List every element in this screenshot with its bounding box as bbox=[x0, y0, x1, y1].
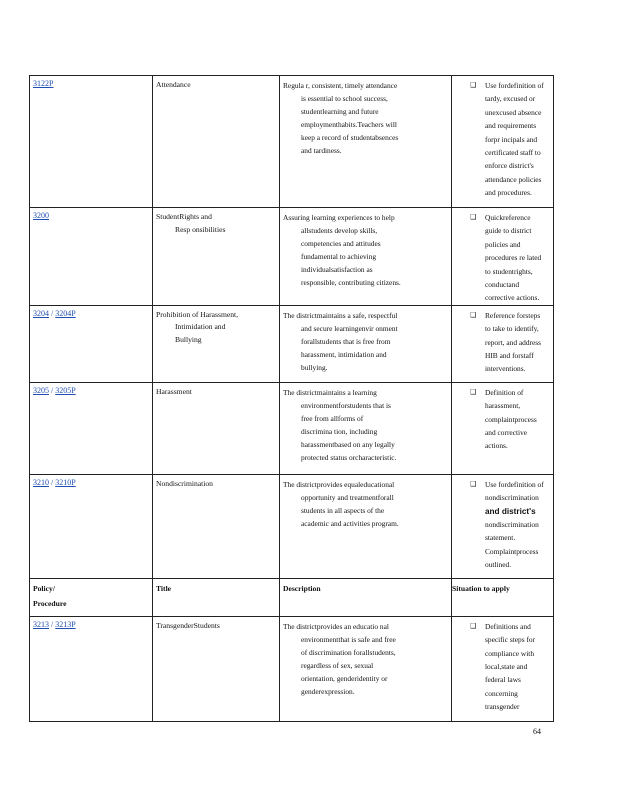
description-line: Regula r, consistent, timely attendance bbox=[283, 81, 398, 90]
situation-line: certificated staff to bbox=[485, 148, 541, 158]
description-line: regardless of sex, sexual bbox=[301, 661, 374, 671]
situation-text bbox=[485, 620, 553, 714]
description-line: forallstudents that is free from bbox=[301, 337, 391, 347]
situation-text bbox=[485, 309, 553, 376]
title-line: Nondiscrimination bbox=[156, 478, 213, 488]
situation-line: Reference forsteps bbox=[485, 310, 541, 320]
situation-line: interventions. bbox=[485, 364, 526, 374]
description-cell bbox=[280, 76, 452, 208]
situation-text bbox=[485, 211, 553, 305]
policy-description bbox=[280, 383, 451, 465]
policy-title bbox=[153, 617, 279, 633]
situation-line: statement. bbox=[485, 533, 516, 543]
situation-cell bbox=[452, 474, 554, 578]
policy-title bbox=[153, 306, 279, 347]
policy-link[interactable]: 3205P bbox=[55, 385, 76, 395]
title-cell bbox=[153, 305, 280, 382]
description-line: is essential to school success, bbox=[301, 94, 388, 104]
situation-line: concerning bbox=[485, 688, 518, 698]
policy-code-cell bbox=[30, 305, 153, 382]
situation-content bbox=[452, 383, 553, 453]
situation-line: to take to identify, bbox=[485, 324, 539, 334]
description-line: The districtmaintains a learning bbox=[283, 387, 377, 397]
policy-title bbox=[153, 475, 279, 491]
situation-line: nondiscrimination bbox=[485, 520, 539, 530]
table-row bbox=[30, 208, 554, 306]
description-line: and secure learningenvir onment bbox=[301, 323, 398, 333]
title-line: Intimidation and bbox=[175, 322, 226, 332]
code-separator: / bbox=[49, 619, 56, 629]
policy-codes bbox=[30, 475, 152, 578]
title-line: Attendance bbox=[156, 80, 191, 89]
description-line: The districtprovides equaleducational bbox=[283, 479, 395, 489]
policy-codes bbox=[30, 617, 152, 721]
description-cell bbox=[280, 382, 452, 474]
situation-cell bbox=[452, 305, 554, 382]
description-line: studentlearning and future bbox=[301, 107, 379, 117]
title-line: Bullying bbox=[175, 334, 202, 344]
description-line: students in all aspects of the bbox=[301, 506, 385, 516]
situation-text bbox=[485, 386, 553, 453]
description-line: allstudents develop skills, bbox=[301, 226, 378, 236]
title-line: Resp onsibilities bbox=[175, 224, 226, 234]
title-cell bbox=[153, 474, 280, 578]
description-cell bbox=[280, 305, 452, 382]
description-cell bbox=[280, 474, 452, 578]
title-line: StudentRights and bbox=[156, 212, 212, 221]
policy-link[interactable]: 3122P bbox=[33, 79, 54, 88]
situation-line: compliance with bbox=[485, 648, 535, 658]
description-line: bullying. bbox=[301, 363, 328, 373]
header-situation-cell bbox=[452, 578, 554, 616]
title-cell bbox=[153, 208, 280, 306]
situation-line: policies and bbox=[485, 239, 521, 249]
description-line: academic and activities program. bbox=[301, 519, 399, 529]
policy-description bbox=[280, 208, 451, 290]
checkbox-bullet-icon: ❑ bbox=[470, 81, 477, 89]
description-line: opportunity and treatmentforall bbox=[301, 492, 394, 502]
code-separator: / bbox=[49, 385, 56, 395]
policy-title bbox=[153, 76, 279, 92]
situation-line: outlined. bbox=[485, 560, 512, 570]
header-procedure-label: Procedure bbox=[33, 598, 67, 608]
description-cell bbox=[280, 616, 452, 721]
policy-link[interactable]: 3204 bbox=[33, 308, 49, 318]
situation-line: and requirements bbox=[485, 121, 537, 131]
policy-link[interactable]: 3210P bbox=[55, 477, 76, 487]
policy-table bbox=[29, 75, 554, 722]
table-row bbox=[30, 474, 554, 578]
policy-codes bbox=[30, 306, 152, 382]
policy-description bbox=[280, 76, 451, 158]
policy-title bbox=[153, 383, 279, 399]
header-title: Title bbox=[156, 583, 172, 593]
description-line: harassment, intimidation and bbox=[301, 350, 387, 360]
table-row bbox=[30, 616, 554, 721]
page-number: 64 bbox=[533, 727, 541, 736]
situation-line: corrective actions. bbox=[485, 293, 540, 303]
description-line: keep a record of studentabsences bbox=[301, 133, 399, 143]
policy-description bbox=[280, 306, 451, 374]
description-line: environmentthat is safe and free bbox=[301, 634, 396, 644]
situation-cell bbox=[452, 616, 554, 721]
situation-line: to studentrights, bbox=[485, 266, 533, 276]
situation-line: and corrective bbox=[485, 428, 528, 438]
description-cell bbox=[280, 208, 452, 306]
description-line: Assuring learning experiences to help bbox=[283, 213, 395, 222]
situation-line: and procedures. bbox=[485, 188, 532, 198]
description-line: genderexpression. bbox=[301, 687, 355, 697]
checkbox-bullet-icon: ❑ bbox=[470, 387, 477, 396]
description-line: The districtprovides an educatio nal bbox=[283, 621, 389, 631]
situation-line: forpr incipals and bbox=[485, 134, 538, 144]
situation-cell bbox=[452, 76, 554, 208]
description-line: protected status orcharacteristic. bbox=[301, 453, 397, 463]
policy-description bbox=[280, 617, 451, 699]
description-line: environmentforstudents that is bbox=[301, 400, 391, 410]
situation-content bbox=[452, 475, 553, 572]
policy-link[interactable]: 3210 bbox=[33, 477, 49, 487]
table-row bbox=[30, 382, 554, 474]
situation-content bbox=[452, 617, 553, 714]
checkbox-bullet-icon: ❑ bbox=[470, 213, 477, 221]
checkbox-bullet-icon: ❑ bbox=[470, 310, 477, 319]
description-line: free from allforms of bbox=[301, 414, 364, 424]
policy-title bbox=[153, 208, 279, 236]
situation-line: Quickreference bbox=[485, 213, 531, 222]
situation-line: nondiscrimination bbox=[485, 493, 539, 503]
table-header-row bbox=[30, 578, 554, 616]
title-cell bbox=[153, 382, 280, 474]
situation-line: tardy, excused or bbox=[485, 94, 536, 104]
description-line: competencies and attitudes bbox=[301, 239, 381, 249]
situation-cell bbox=[452, 208, 554, 306]
policy-code-cell bbox=[30, 382, 153, 474]
description-line: discrimina tion, including bbox=[301, 427, 378, 437]
policy-codes bbox=[30, 208, 152, 303]
situation-content bbox=[452, 306, 553, 376]
situation-line: conductand bbox=[485, 280, 520, 290]
description-line: of discrimination forallstudents, bbox=[301, 648, 396, 658]
description-line: employmenthabits.Teachers will bbox=[301, 120, 397, 130]
situation-line: enforce district's bbox=[485, 161, 534, 171]
situation-text bbox=[485, 478, 553, 572]
title-line: Prohibition of Harassment, bbox=[156, 309, 239, 319]
description-line: individualsatisfaction as bbox=[301, 265, 373, 275]
situation-line: procedures re lated bbox=[485, 253, 542, 263]
situation-line: Complaintprocess bbox=[485, 546, 539, 556]
header-situation: Situation to apply bbox=[452, 583, 510, 593]
header-description-cell bbox=[280, 578, 452, 616]
title-line: TransgenderStudents bbox=[156, 620, 220, 630]
policy-code-cell bbox=[30, 208, 153, 306]
situation-line: complaintprocess bbox=[485, 414, 537, 424]
checkbox-bullet-icon: ❑ bbox=[470, 621, 477, 630]
situation-line: Use fordefinition of bbox=[485, 81, 544, 90]
situation-line: Use fordefinition of bbox=[485, 479, 544, 489]
policy-link[interactable]: 3205 bbox=[33, 385, 49, 395]
policy-description bbox=[280, 475, 451, 530]
checkbox-bullet-icon: ❑ bbox=[470, 479, 477, 488]
header-policy-cell bbox=[30, 578, 153, 616]
description-line: and tardiness. bbox=[301, 146, 342, 156]
situation-line: and district's bbox=[485, 506, 536, 516]
table-row bbox=[30, 76, 554, 208]
description-line: fundamental to achieving bbox=[301, 252, 377, 262]
situation-line: unexcused absence bbox=[485, 107, 542, 117]
situation-line: report, and address bbox=[485, 337, 542, 347]
title-line: Harassment bbox=[156, 386, 192, 396]
situation-line: attendance policies bbox=[485, 174, 542, 184]
title-cell bbox=[153, 76, 280, 208]
situation-line: guide to district bbox=[485, 226, 532, 236]
header-description: Description bbox=[283, 583, 321, 593]
situation-line: Definition of bbox=[485, 387, 524, 397]
policy-link[interactable]: 3213 bbox=[33, 619, 49, 629]
situation-content bbox=[452, 208, 553, 305]
code-separator: / bbox=[49, 308, 56, 318]
situation-line: transgender bbox=[485, 702, 520, 712]
table-row bbox=[30, 305, 554, 382]
situation-line: local,state and bbox=[485, 662, 528, 672]
header-title-cell bbox=[153, 578, 280, 616]
situation-cell bbox=[452, 382, 554, 474]
description-line: The districtmaintains a safe, respectful bbox=[283, 310, 398, 320]
description-line: orientation, genderidentity or bbox=[301, 674, 388, 684]
policy-codes bbox=[30, 76, 152, 207]
situation-text bbox=[485, 79, 553, 200]
description-line: responsible, contributing citizens. bbox=[301, 278, 401, 288]
policy-code-cell bbox=[30, 474, 153, 578]
situation-line: specific steps for bbox=[485, 635, 536, 645]
header-policy bbox=[30, 579, 152, 610]
situation-line: HIB and forstaff bbox=[485, 351, 534, 361]
policy-code-cell bbox=[30, 616, 153, 721]
policy-link[interactable]: 3204P bbox=[55, 308, 76, 318]
situation-line: federal laws bbox=[485, 675, 521, 685]
description-line: harassmentbased on any legally bbox=[301, 440, 395, 450]
situation-content bbox=[452, 76, 553, 200]
header-policy-label: Policy/ bbox=[33, 583, 55, 593]
situation-line: harassment, bbox=[485, 401, 521, 411]
policy-code-cell bbox=[30, 76, 153, 208]
policy-link[interactable]: 3213P bbox=[55, 619, 76, 629]
policy-link[interactable]: 3200 bbox=[33, 211, 49, 220]
title-cell bbox=[153, 616, 280, 721]
situation-line: Definitions and bbox=[485, 621, 531, 631]
code-separator: / bbox=[49, 477, 56, 487]
situation-line: actions. bbox=[485, 441, 508, 451]
policy-codes bbox=[30, 383, 152, 474]
